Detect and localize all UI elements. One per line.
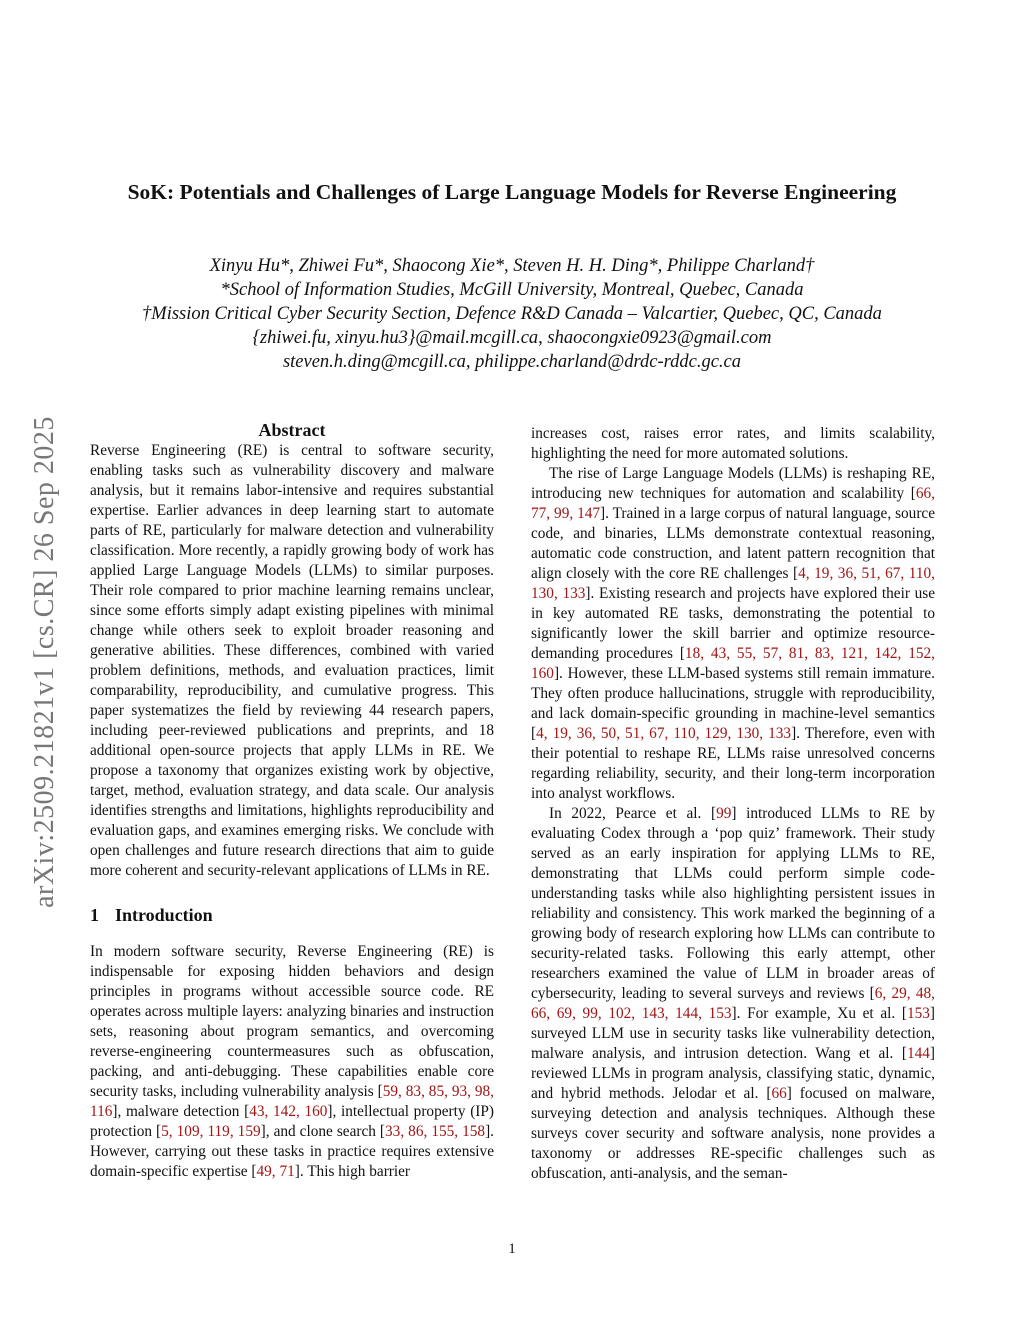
- email-line-2: steven.h.ding@mcgill.ca, philippe.charland@drdc-rddc.gc.ca: [282, 352, 742, 372]
- affiliation-2: †Mission Critical Cyber Security Section, Defence R&D Canada – Valcartier, Quebec, QC, Canada: [142, 304, 882, 324]
- page-number: 1: [508, 1241, 516, 1257]
- citation-link[interactable]: 144: [906, 1045, 930, 1062]
- affiliation-1: *School of Information Studies, McGill University, Montreal, Quebec, Canada: [220, 280, 804, 300]
- section-number: 1: [90, 905, 99, 925]
- intro-paragraph-2: The rise of Large Language Models (LLMs) is reshaping RE, introducing new techniques for automation and scalability [66, 77, 99, 147]. Trained in a large corpus of natural language, source code, and binaries, LLMs demonstrate contextual reasoning, automatic code construction, and latent pattern recognition that align closely with the core RE challenges [4, 19, 36, 51, 67, 110, 130, 133]. Existing research and projects have explored their use in key automated RE tasks, demonstrating the potential to significantly lower the skill barrier and optimize resource-demanding procedures [18, 43, 55, 57, 81, 83, 121, 142, 152, 160]. However, these LLM-based systems still remain immature. They often produce hallucinations, struggle with reproducibility, and lack domain-specific grounding in machine-level semantics [4, 19, 36, 50, 51, 67, 110, 129, 130, 133]. Therefore, even with their potential to reshape RE, LLMs raise unresolved concerns regarding reliability, security, and their long-term incorporation into analyst workflows.: [531, 465, 936, 802]
- citation-link[interactable]: 59, 83, 85, 93, 98, 116: [90, 1083, 494, 1120]
- abstract-heading: Abstract: [258, 420, 326, 440]
- citation-link[interactable]: 4, 19, 36, 51, 67, 110, 130, 133: [531, 565, 935, 602]
- citation-link[interactable]: 4, 19, 36, 50, 51, 67, 110, 129, 130, 133: [536, 725, 792, 742]
- citation-link[interactable]: 43, 142, 160: [249, 1103, 328, 1120]
- citation-link[interactable]: 49, 71: [256, 1163, 295, 1180]
- intro-paragraph-3: In 2022, Pearce et al. [99] introduced LLMs to RE by evaluating Codex through a ‘pop quiz’ framework. Their study served as an early inspiration for applying LLMs to RE, demonstrating that LLMs could perform simple code-understanding tasks while also highlighting persistent issues in reliability and consistency. This work marked the beginning of a growing body of research exploring how LLMs can contribute to security-related tasks. Following this early attempt, other researchers examined the value of LLM in broader areas of cybersecurity, leading to several surveys and reviews [6, 29, 48, 66, 69, 99, 102, 143, 144, 153]. For example, Xu et al. [153] surveyed LLM use in security tasks like vulnerability detection, malware analysis, and intrusion detection. Wang et al. [144] reviewed LLMs in program analysis, classifying static, dynamic, and hybrid methods. Jelodar et al. [66] focused on malware, surveying detection and analysis techniques. Although these surveys cover security and software analysis, none provides a taxonomy or addresses RE-specific challenges such as obfuscation, anti-analysis, and the seman-: [531, 805, 935, 1182]
- left-column: [90, 420, 494, 1182]
- abstract-text: Reverse Engineering (RE) is central to software security, enabling tasks such as vulnerability discovery and malware analysis, but it remains labor-intensive and requires substantial expertise. Earlier advances in deep learning start to automate parts of RE, particularly for malware detection and vulnerability classification. More recently, a rapidly growing body of work has applied Large Language Models (LLMs) to similar purposes. Their role compared to prior machine learning remains unclear, since some efforts simply adapt existing pipelines with minimal change while others seek to exploit broader reasoning and generative abilities. These differences, combined with varied problem definitions, methods, and evaluation practices, limit comparability, reproducibility, and cumulative progress. This paper systematizes the field by reviewing 44 research papers, including peer-reviewed publications and preprints, and 18 additional open-source projects that apply LLMs in RE. We propose a taxonomy that organizes existing work by objective, target, method, evaluation strategy, and data scale. Our analysis identifies strengths and limitations, highlights reproducibility and evaluation gaps, and examines emerging risks. We conclude with open challenges and future research directions that aim to guide more coherent and security-relevant applications of LLMs in RE.: [90, 442, 494, 879]
- arxiv-identifier: arXiv:2509.21821v1 [cs.CR] 26 Sep 2025: [29, 416, 60, 908]
- citation-link[interactable]: 5, 109, 119, 159: [161, 1123, 261, 1140]
- arxiv-sidebar: [25, 370, 65, 955]
- citation-link[interactable]: 6, 29, 48, 66, 69, 99, 102, 143, 144, 153: [531, 985, 935, 1022]
- citation-link[interactable]: 66, 77, 99, 147: [531, 485, 935, 522]
- email-line-1: {zhiwei.fu, xinyu.hu3}@mail.mcgill.ca, shaocongxie0923@gmail.com: [252, 328, 772, 348]
- intro-paragraph-1: In modern software security, Reverse Engineering (RE) is indispensable for exposing hidden behaviors and design principles in programs without accessible source code. RE operates across multiple layers: analyzing binaries and instruction sets, reasoning about program semantics, and overcoming reverse-engineering countermeasures such as obfuscation, packing, and anti-debugging. These capabilities enable core security tasks, including vulnerability analysis [59, 83, 85, 93, 98, 116], malware detection [43, 142, 160], intellectual property (IP) protection [5, 109, 119, 159], and clone search [33, 86, 155, 158]. However, carrying out these tasks in practice requires extensive domain-specific expertise [49, 71]. This high barrier: [90, 943, 494, 1180]
- right-column: [531, 424, 935, 1184]
- citation-link[interactable]: 66: [771, 1085, 787, 1102]
- intro-paragraph-1-continued: increases cost, raises error rates, and limits scalability, highlighting the need for more automated solutions.: [531, 425, 935, 462]
- citation-link[interactable]: 99: [716, 805, 732, 822]
- citation-link[interactable]: 153: [906, 1005, 930, 1022]
- paper-title: SoK: Potentials and Challenges of Large Language Models for Reverse Engineering: [127, 180, 897, 204]
- author-list: Xinyu Hu*, Zhiwei Fu*, Shaocong Xie*, Steven H. H. Ding*, Philippe Charland†: [209, 256, 815, 276]
- citation-link[interactable]: 18, 43, 55, 57, 81, 83, 121, 142, 152, 160: [531, 645, 935, 682]
- section-heading-introduction: [90, 905, 494, 925]
- section-title: Introduction: [115, 905, 213, 925]
- author-block: [80, 254, 944, 374]
- citation-link[interactable]: 33, 86, 155, 158: [385, 1123, 486, 1140]
